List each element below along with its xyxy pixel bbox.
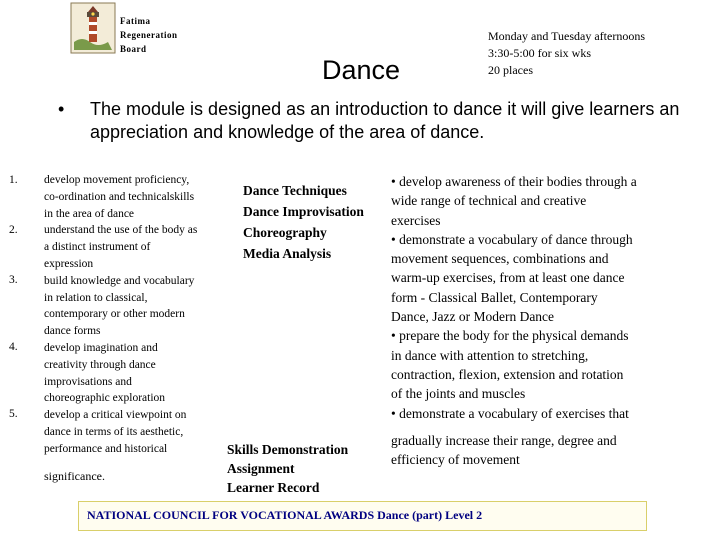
lighthouse-icon bbox=[70, 2, 116, 54]
outcome-line: form - Classical Ballet, Contemporary bbox=[391, 289, 598, 305]
outcome-line: movement sequences, combinations and bbox=[391, 251, 609, 267]
outcome-line: efficiency of movement bbox=[391, 452, 520, 468]
assessment-item: Learner Record bbox=[227, 480, 320, 495]
assessment-item: Skills Demonstration bbox=[227, 442, 349, 457]
logo-line: Regeneration bbox=[120, 30, 178, 40]
page-title: Dance bbox=[322, 55, 401, 85]
outcomes-continued bbox=[391, 431, 711, 470]
objective-number: 2. bbox=[9, 224, 18, 236]
assessment-item: Assignment bbox=[227, 461, 295, 476]
objective-line: creativity through dance bbox=[44, 358, 156, 371]
topics-list bbox=[243, 180, 364, 264]
objective-line: in relation to classical, bbox=[44, 291, 148, 304]
outcome-line: • demonstrate a vocabulary of exercises that bbox=[391, 405, 629, 421]
objective-line: understand the use of the body as bbox=[44, 224, 198, 237]
schedule bbox=[488, 28, 645, 79]
outcome-line: • prepare the body for the physical demands bbox=[391, 328, 629, 344]
objective-line: dance in terms of its aesthetic, bbox=[44, 425, 184, 438]
objective-line: a distinct instrument of bbox=[44, 241, 151, 254]
intro-text: The module is designed as an introduction to dance it will give learners an appreciation and knowledge of the area of dance. bbox=[90, 99, 680, 142]
objective-number: 1. bbox=[9, 174, 18, 186]
logo-text bbox=[120, 14, 178, 56]
topic-item: Dance Techniques bbox=[243, 183, 347, 198]
outcome-line: • develop awareness of their bodies through a bbox=[391, 174, 637, 189]
objective-line: contemporary or other modern bbox=[44, 308, 185, 321]
topic-item: Choreography bbox=[243, 225, 327, 240]
outcome-line: gradually increase their range, degree and bbox=[391, 433, 617, 448]
footer-text: NATIONAL COUNCIL FOR VOCATIONAL AWARDS Dance (part) Level 2 bbox=[87, 508, 483, 522]
intro-bullet: • bbox=[58, 99, 65, 119]
schedule-places: 20 places bbox=[488, 63, 533, 77]
objective-line: in the area of dance bbox=[44, 207, 135, 220]
objective-line: develop movement proficiency, bbox=[44, 174, 190, 186]
objective-line: dance forms bbox=[44, 325, 101, 338]
logo-line: Board bbox=[120, 44, 147, 54]
logo bbox=[70, 2, 116, 54]
objective-line: expression bbox=[44, 257, 94, 270]
schedule-time: 3:30-5:00 for six wks bbox=[488, 46, 591, 60]
topic-item: Dance Improvisation bbox=[243, 204, 364, 219]
topic-item: Media Analysis bbox=[243, 246, 332, 261]
objective-line: performance and historical bbox=[44, 442, 168, 455]
objective-line: develop imagination and bbox=[44, 341, 158, 354]
objectives-list bbox=[44, 172, 244, 484]
schedule-days: Monday and Tuesday afternoons bbox=[488, 29, 645, 43]
objective-line-last: significance. bbox=[44, 468, 105, 483]
objective-line: develop a critical viewpoint on bbox=[44, 409, 187, 422]
objective-line: choreographic exploration bbox=[44, 392, 166, 405]
outcomes-list bbox=[391, 172, 711, 423]
outcome-line: contraction, flexion, extension and rotation bbox=[391, 366, 624, 382]
outcome-line: • demonstrate a vocabulary of dance through bbox=[391, 231, 633, 247]
outcome-line: warm-up exercises, from at least one dance bbox=[391, 270, 625, 286]
objective-line: build knowledge and vocabulary bbox=[44, 274, 195, 287]
objective-line: co-ordination and technicalskills bbox=[44, 190, 195, 203]
outcome-line: Dance, Jazz or Modern Dance bbox=[391, 309, 555, 325]
objective-line: improvisations and bbox=[44, 375, 132, 388]
assessment-list bbox=[227, 440, 348, 497]
outcome-line: exercises bbox=[391, 212, 441, 228]
logo-line: Fatima bbox=[120, 16, 151, 26]
objective-number: 5. bbox=[9, 408, 18, 420]
objective-number: 3. bbox=[9, 274, 18, 286]
outcome-line: wide range of technical and creative bbox=[391, 193, 587, 209]
footer-banner bbox=[78, 501, 647, 531]
intro-paragraph bbox=[58, 98, 688, 144]
outcome-line: in dance with attention to stretching, bbox=[391, 347, 589, 363]
outcome-line: of the joints and muscles bbox=[391, 386, 526, 402]
objective-number: 4. bbox=[9, 341, 18, 353]
